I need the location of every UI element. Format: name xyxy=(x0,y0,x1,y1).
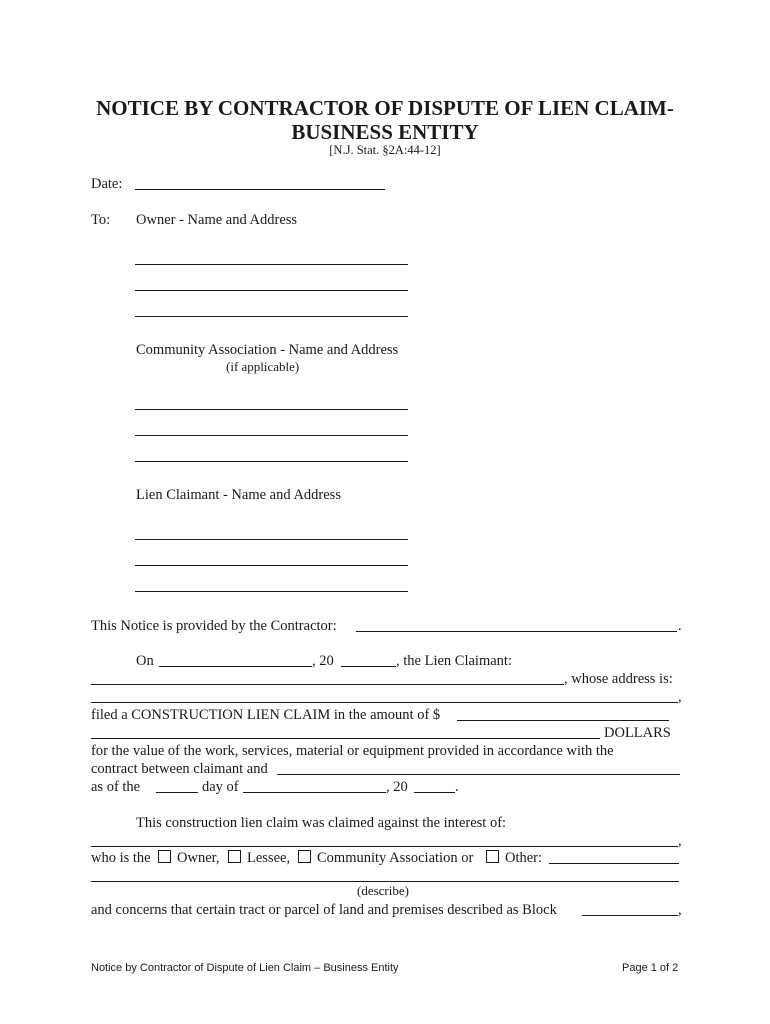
date-field[interactable] xyxy=(135,189,385,190)
owner-address-line-3[interactable] xyxy=(135,316,408,317)
address-comma: , xyxy=(678,689,682,705)
page-number: Page 1 of 2 xyxy=(622,962,679,974)
claimant-address-line-3[interactable] xyxy=(135,591,408,592)
lien-claimant-text: , the Lien Claimant: xyxy=(396,653,512,669)
filed-lien-text: filed a CONSTRUCTION LIEN CLAIM in the amount of $ xyxy=(91,707,441,723)
concerns-text: and concerns that certain tract or parcel of land and premises described as Block xyxy=(91,902,557,918)
to-label: To: xyxy=(91,212,111,228)
interest-of-field[interactable] xyxy=(91,846,678,847)
document-title-line-2: BUSINESS ENTITY xyxy=(291,120,479,144)
describe-note: (describe) xyxy=(357,883,409,898)
contractor-label: This Notice is provided by the Contractor: xyxy=(91,618,337,634)
claimed-against-text: This construction lien claim was claimed against the interest of: xyxy=(136,815,507,831)
owner-address-line-1[interactable] xyxy=(135,264,408,265)
date-label: Date: xyxy=(91,176,123,192)
as-of-period: . xyxy=(455,779,459,795)
year-field[interactable] xyxy=(414,792,455,793)
community-address-line-1[interactable] xyxy=(135,409,408,410)
other-field[interactable] xyxy=(549,863,679,864)
community-option-label: Community Association or xyxy=(317,850,474,866)
other-checkbox[interactable] xyxy=(486,850,499,863)
other-option-label: Other: xyxy=(505,850,543,866)
whose-address-text: , whose address is: xyxy=(564,671,673,687)
comma-20b-text: , 20 xyxy=(386,779,408,795)
lessee-checkbox[interactable] xyxy=(228,850,241,863)
claim-date-field[interactable] xyxy=(159,666,312,667)
value-text: for the value of the work, services, material or equipment provided in accordance with the xyxy=(91,743,614,759)
contractor-period: . xyxy=(678,618,682,634)
amount-words-field[interactable] xyxy=(91,738,600,739)
community-association-checkbox[interactable] xyxy=(298,850,311,863)
as-of-text: as of the xyxy=(91,779,141,795)
lien-claimant-label: Lien Claimant - Name and Address xyxy=(136,487,341,503)
block-comma: , xyxy=(678,902,682,918)
community-address-line-2[interactable] xyxy=(135,435,408,436)
owner-label: Owner - Name and Address xyxy=(136,212,298,228)
community-association-note: (if applicable) xyxy=(226,359,300,374)
day-field[interactable] xyxy=(156,792,198,793)
claim-year-field[interactable] xyxy=(341,666,396,667)
who-is-the-text: who is the xyxy=(91,850,151,866)
owner-address-line-2[interactable] xyxy=(135,290,408,291)
month-field[interactable] xyxy=(243,792,386,793)
footer-title: Notice by Contractor of Dispute of Lien Claim – Business Entity xyxy=(91,962,399,974)
community-association-label: Community Association - Name and Address xyxy=(136,342,399,358)
day-of-text: day of xyxy=(202,779,239,795)
amount-field[interactable] xyxy=(457,720,669,721)
contractor-name-field[interactable] xyxy=(356,631,677,632)
claimant-address-line-1[interactable] xyxy=(135,539,408,540)
block-field[interactable] xyxy=(582,915,678,916)
document-title-line-1: NOTICE BY CONTRACTOR OF DISPUTE OF LIEN CLAIM- xyxy=(96,96,674,120)
claimant-address-line-2[interactable] xyxy=(135,565,408,566)
lien-claimant-name-field[interactable] xyxy=(91,684,564,685)
on-label: On xyxy=(136,653,154,669)
comma-20-label: , 20 xyxy=(312,653,334,669)
community-address-line-3[interactable] xyxy=(135,461,408,462)
lessee-option-label: Lessee, xyxy=(247,850,291,866)
owner-checkbox[interactable] xyxy=(158,850,171,863)
contract-party-field[interactable] xyxy=(277,774,680,775)
statute-reference: [N.J. Stat. §2A:44-12] xyxy=(329,143,441,157)
claimant-address-field[interactable] xyxy=(91,702,678,703)
interest-comma: , xyxy=(678,833,682,849)
contract-text: contract between claimant and xyxy=(91,761,268,777)
owner-option-label: Owner, xyxy=(177,850,220,866)
dollars-label: DOLLARS xyxy=(604,725,671,741)
